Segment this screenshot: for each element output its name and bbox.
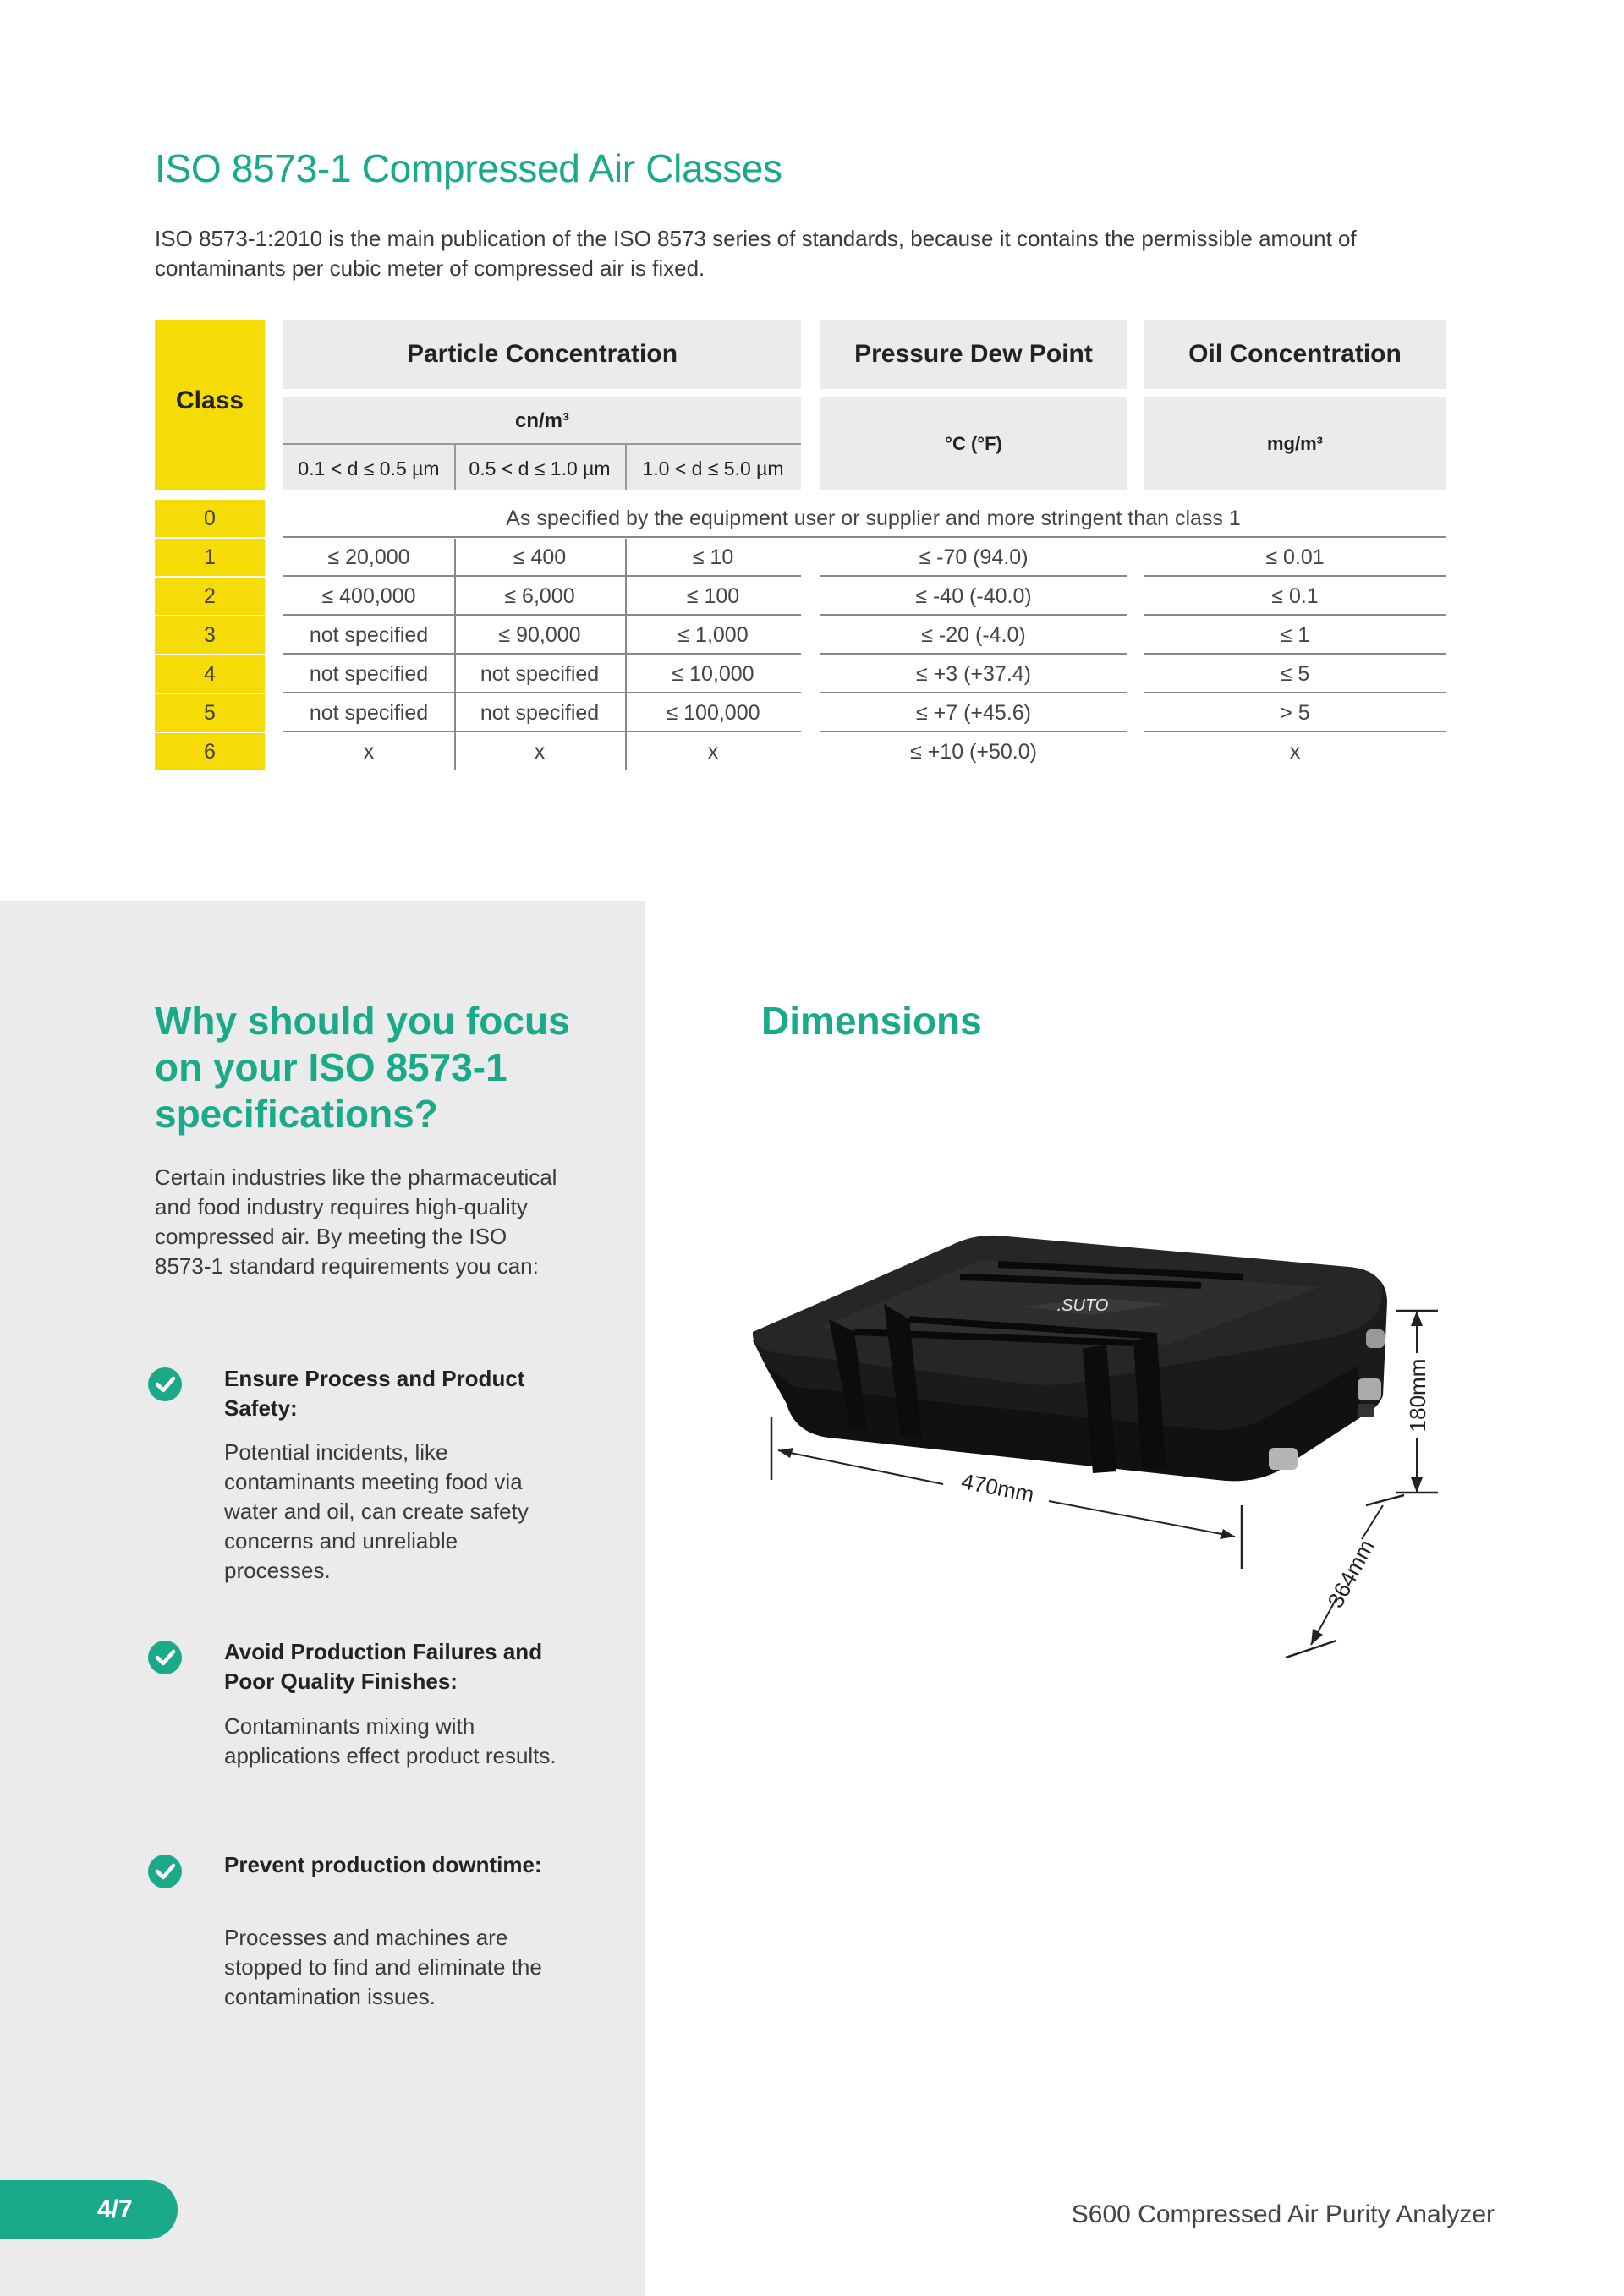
row-divider [283,536,1446,538]
table-cell: x [534,739,546,764]
row-divider [820,575,1127,577]
bullet-heading: Avoid Production Failures and Poor Quality Finishes: [224,1639,543,1694]
table-cell: ≤ 90,000 [498,622,581,647]
bullet-heading: Ensure Process and Product Safety: [224,1366,525,1421]
table-cell: ≤ 400,000 [321,584,416,608]
depth-label: 364mm [1322,1535,1380,1613]
oil-unit: mg/m³ [1144,397,1446,490]
table-cell: not specified [480,700,600,725]
footer-product-title: S600 Compressed Air Purity Analyzer [1071,2200,1495,2228]
oil-header: Oil Concentration [1144,320,1446,389]
dimensions-title: Dimensions [761,999,982,1043]
why-body: Certain industries like the pharmaceutical and food industry requires high-quality compressed air. By meeting the ISO 8573-1 standard requirements you can: [155,1164,557,1279]
bullet-text: Potential incidents, like contaminants meeting food via water and oil, can create safety concerns and unreliable processes. [224,1439,529,1583]
row-divider [283,731,801,732]
row-divider [283,653,801,655]
range-1: 0.1 < d ≤ 0.5 µm [298,457,440,479]
page-number: 4/7 [0,2180,178,2239]
range-divider [625,443,627,490]
table-cell: ≤ +3 (+37.4) [915,661,1032,686]
width-label: 470mm [959,1468,1037,1508]
range-divider [454,443,456,490]
row-divider [1144,653,1446,655]
bullet-text: Processes and machines are stopped to find and eliminate the contamination issues. [224,1925,542,2009]
dew-unit: °C (°F) [820,397,1127,490]
table-cell: ≤ 10 [692,545,734,569]
table-cell: ≤ 400 [513,545,567,569]
table-cell: ≤ 100,000 [666,700,760,725]
row-divider [820,653,1127,655]
table-cell: ≤ 5 [1280,661,1310,686]
row-divider [283,692,801,693]
brand-logo: .SUTO [1056,1296,1109,1315]
table-cell: ≤ -20 (-4.0) [921,622,1026,647]
table-cell: ≤ 0.01 [1265,545,1325,569]
table-cell: not specified [309,700,429,725]
table-cell: ≤ 10,000 [672,661,754,686]
particle-header: Particle Concentration [283,320,801,389]
table-cell: not specified [309,622,429,647]
row-divider [820,692,1127,693]
row-divider [283,575,801,577]
table-cell: ≤ 0.1 [1271,584,1319,608]
check-icon [148,1855,182,1888]
table-cell: ≤ +7 (+45.6) [915,700,1032,725]
row-divider [1144,575,1446,577]
check-icon [148,1641,182,1674]
class-5: 5 [155,694,265,732]
row-divider [1144,731,1446,732]
table-cell: x [707,739,719,764]
particle-unit-divider [283,443,801,445]
col-divider [625,539,627,770]
table-cell: x [363,739,375,764]
class-3: 3 [155,616,265,654]
row-divider [820,731,1127,732]
class-1: 1 [155,539,265,576]
class-0: 0 [155,500,265,537]
table-cell: ≤ -40 (-40.0) [915,584,1032,608]
row-divider [820,614,1127,616]
table-cell: not specified [480,661,600,686]
table-cell: > 5 [1280,700,1310,725]
height-label: 180mm [1405,1358,1430,1433]
table-cell: ≤ 1 [1280,622,1310,647]
class-header: Class [155,320,265,490]
table-cell: ≤ 6,000 [504,584,575,608]
class-0-note: As specified by the equipment user or supplier and more stringent than class 1 [506,506,1241,530]
col-divider [454,539,456,770]
bullet-heading: Prevent production downtime: [224,1852,542,1877]
particle-unit: cn/m³ [514,409,569,432]
table-cell: ≤ -70 (94.0) [919,545,1029,569]
row-divider [283,614,801,616]
table-cell: ≤ +10 (+50.0) [910,739,1037,764]
check-icon [148,1367,182,1401]
row-divider [1144,692,1446,693]
range-3: 1.0 < d ≤ 5.0 µm [642,457,784,479]
why-title: Why should you focus on your ISO 8573-1 specifications? [155,999,570,1136]
intro-paragraph: ISO 8573-1:2010 is the main publication of the ISO 8573 series of standards, because it contains the permissible amount of contaminants per cubic meter of compressed air is fixed. [155,226,1357,281]
class-2: 2 [155,578,265,615]
table-cell: ≤ 20,000 [327,545,410,569]
class-6: 6 [155,733,265,770]
class-4: 4 [155,655,265,693]
table-cell: not specified [309,661,429,686]
table-cell: ≤ 1,000 [678,622,749,647]
table-cell: ≤ 100 [686,584,740,608]
row-divider [1144,614,1446,616]
table-cell: x [1289,739,1301,764]
dew-point-header: Pressure Dew Point [820,320,1127,389]
analyzer-case-illustration [727,1226,1489,1751]
range-2: 0.5 < d ≤ 1.0 µm [469,457,611,479]
page-title: ISO 8573-1 Compressed Air Classes [155,146,782,190]
bullet-text: Contaminants mixing with applications effect product results. [224,1713,557,1768]
